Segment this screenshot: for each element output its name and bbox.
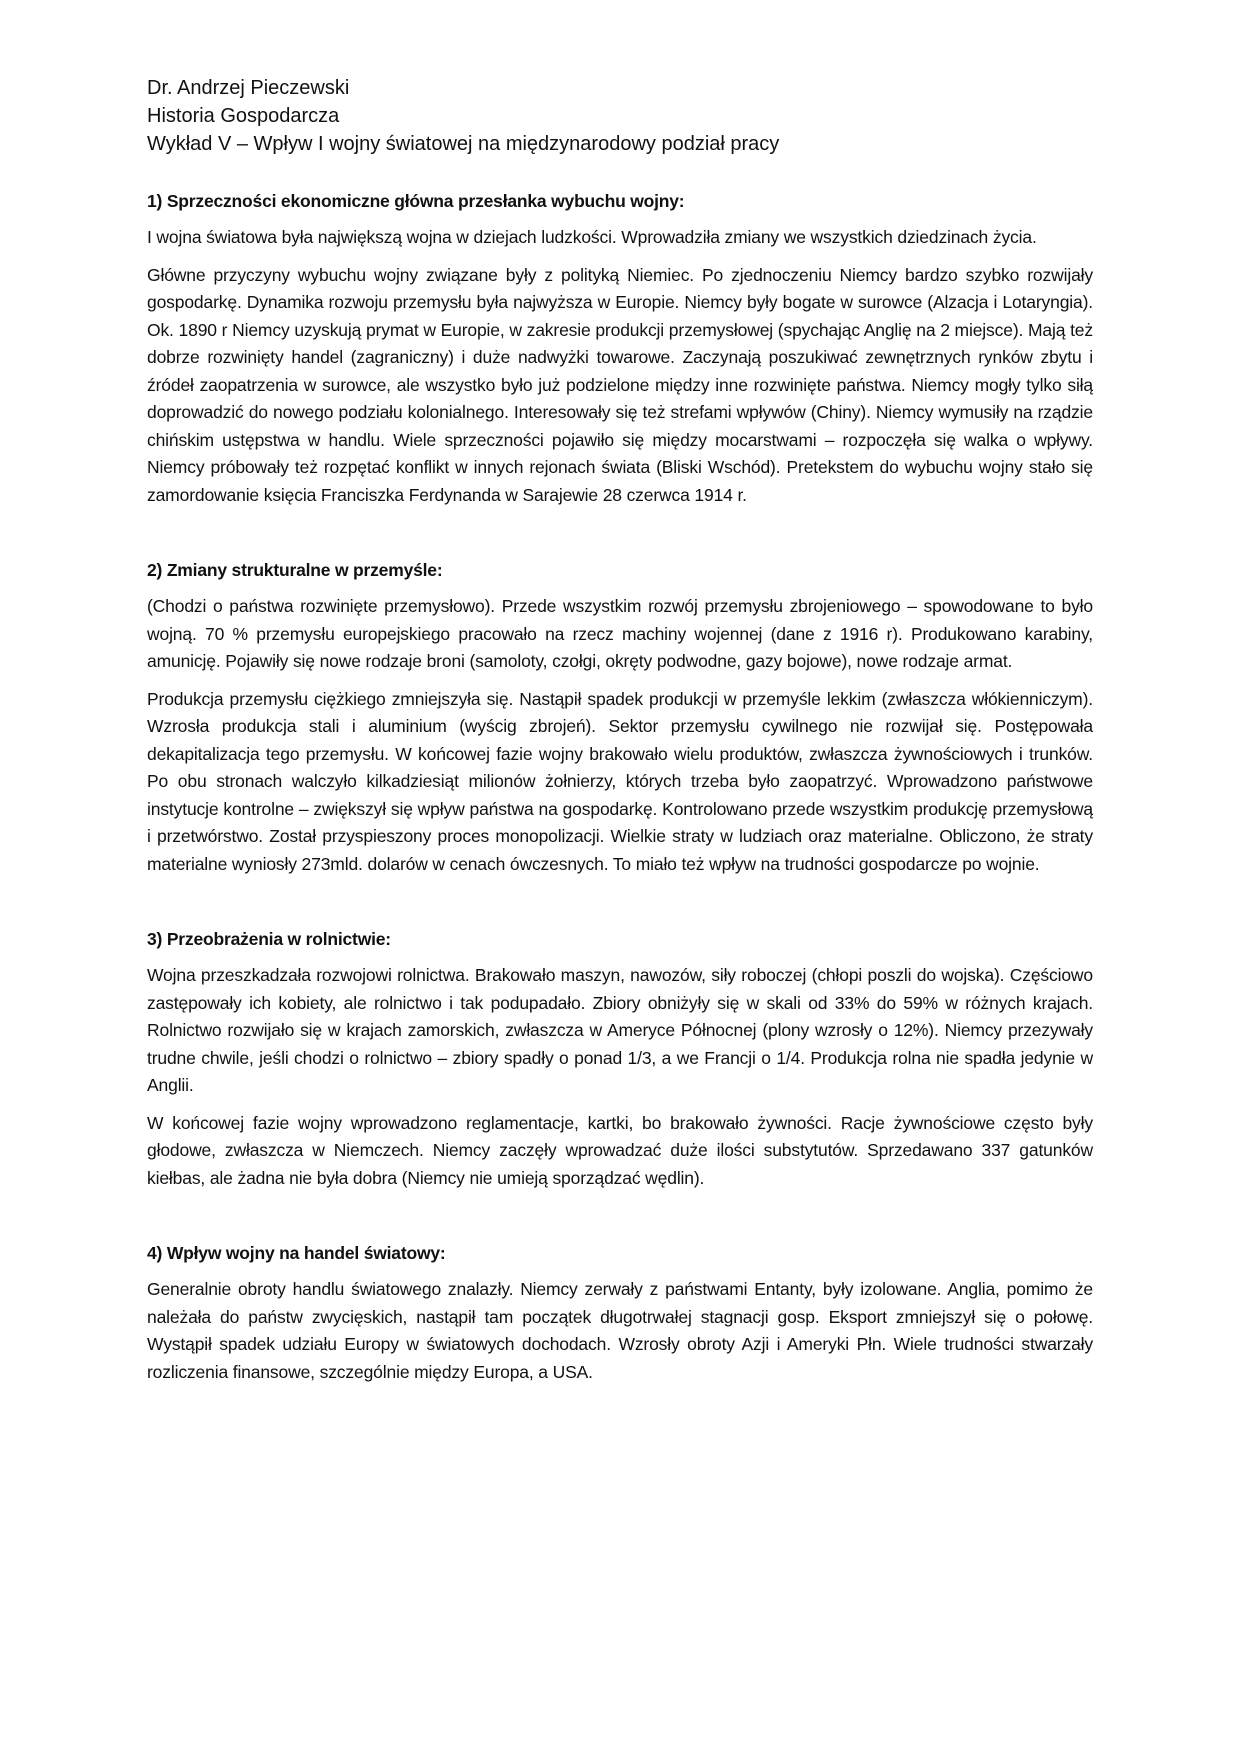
paragraph: Produkcja przemysłu ciężkiego zmniejszyła się. Nastąpił spadek produkcji w przemyśle lekkim (zwłaszcza włókienniczym). Wzrosła produkcja stali i aluminium (wyścig zbrojeń). Sektor przemysłu cywilnego nie rozwijał się. Postępowała dekapitalizacja tego przemysłu. W końcowej fazie wojny brakowało wielu produktów, zwłaszcza żywnościowych i trunków. Po obu stronach walczyło kilkadziesiąt milionów żołnierzy, których trzeba było zaopatrzyć. Wprowadzono państwowe instytucje kontrolne – zwiększył się wpływ państwa na gospodarkę. Kontrolowano przede wszystkim produkcję przemysłową i przetwórstwo. Został przyspieszony proces monopolizacji. Wielkie straty w ludziach oraz materialne. Obliczono, że straty materialne wyniosły 273mld. dolarów w cenach ówczesnych. To miało też wpływ na trudności gospodarcze po wojnie. <box>147 688 1093 874</box>
author-name: Dr. Andrzej Pieczewski <box>147 77 350 99</box>
paragraph: Generalnie obroty handlu światowego znalazły. Niemcy zerwały z państwami Entanty, były izolowane. Anglia, pomimo że należała do państw zwycięskich, nastąpił tam początek długotrwałej stagnacji gosp. Eksport zmniejszył się o połowę. Wystąpił spadek udziału Europy w światowych dochodach. Wzrosły obroty Azji i Ameryki Płn. Wiele trudności stwarzały rozliczenia finansowe, szczególnie między Europa, a USA. <box>147 1279 1093 1382</box>
paragraph: Wojna przeszkadzała rozwojowi rolnictwa. Brakowało maszyn, nawozów, siły roboczej (chłopi poszli do wojska). Częściowo zastępowały ich kobiety, ale rolnictwo i tak podupadało. Zbiory obniżyły się w skali od 33% do 59% w różnych krajach. Rolnictwo rozwijało się w krajach zamorskich, zwłaszcza w Ameryce Północnej (plony wzrosły o 12%). Niemcy przezywały trudne chwile, jeśli chodzi o rolnictwo – zbiory spadły o ponad 1/3, a we Francji o 1/4. Produkcja rolna nie spadła jedynie w Anglii. <box>147 965 1093 1095</box>
section-1 <box>147 188 1093 509</box>
paragraph: W końcowej fazie wojny wprowadzono reglamentacje, kartki, bo brakowało żywności. Racje żywnościowe często były głodowe, zwłaszcza w Niemczech. Niemcy zaczęły wprowadzać duże ilości substytutów. Sprzedawano 337 gatunków kiełbas, ale żadna nie była dobra (Niemcy nie umieją sporządzać wędlin). <box>147 1112 1093 1188</box>
document-header <box>147 74 1093 158</box>
paragraph: I wojna światowa była największą wojna w dziejach ludzkości. Wprowadziła zmiany we wszystkich dziedzinach życia. <box>147 227 1037 247</box>
section-heading: 2) Zmiany strukturalne w przemyśle: <box>147 560 443 580</box>
section-2 <box>147 557 1093 878</box>
section-3 <box>147 926 1093 1192</box>
section-4 <box>147 1240 1093 1386</box>
course-title: Historia Gospodarcza <box>147 105 340 127</box>
lecture-title: Wykład V – Wpływ I wojny światowej na międzynarodowy podział pracy <box>147 133 780 155</box>
paragraph: Główne przyczyny wybuchu wojny związane były z polityką Niemiec. Po zjednoczeniu Niemcy bardzo szybko rozwijały gospodarkę. Dynamika rozwoju przemysłu była najwyższa w Europie. Niemcy były bogate w surowce (Alzacja i Lotaryngia). Ok. 1890 r Niemcy uzyskują prymat w Europie, w zakresie produkcji przemysłowej (spychając Anglię na 2 miejsce). Mają też dobrze rozwinięty handel (zagraniczny) i duże nadwyżki towarowe. Zaczynają poszukiwać zewnętrznych rynków zbytu i źródeł zaopatrzenia w surowce, ale wszystko było już podzielone między inne rozwinięte państwa. Niemcy mogły tylko siłą doprowadzić do nowego podziału kolonialnego. Interesowały się też strefami wpływów (Chiny). Niemcy wymusiły na rządzie chińskim ustępstwa w handlu. Wiele sprzeczności pojawiło się między mocarstwami – rozpoczęła się walka o wpływy. Niemcy próbowały też rozpętać konflikt w innych rejonach świata (Bliski Wschód). Pretekstem do wybuchu wojny stało się zamordowanie księcia Franciszka Ferdynanda w Sarajewie 28 czerwca 1914 r. <box>147 264 1093 505</box>
section-heading: 3) Przeobrażenia w rolnictwie: <box>147 929 391 949</box>
section-heading: 4) Wpływ wojny na handel światowy: <box>147 1243 446 1263</box>
section-heading: 1) Sprzeczności ekonomiczne główna przesłanka wybuchu wojny: <box>147 191 685 211</box>
paragraph: (Chodzi o państwa rozwinięte przemysłowo). Przede wszystkim rozwój przemysłu zbrojeniowego – spowodowane to było wojną. 70 % przemysłu europejskiego pracowało na rzecz machiny wojennej (dane z 1916 r). Produkowano karabiny, amunicję. Pojawiły się nowe rodzaje broni (samoloty, czołgi, okręty podwodne, gazy bojowe), nowe rodzaje armat. <box>147 596 1093 671</box>
